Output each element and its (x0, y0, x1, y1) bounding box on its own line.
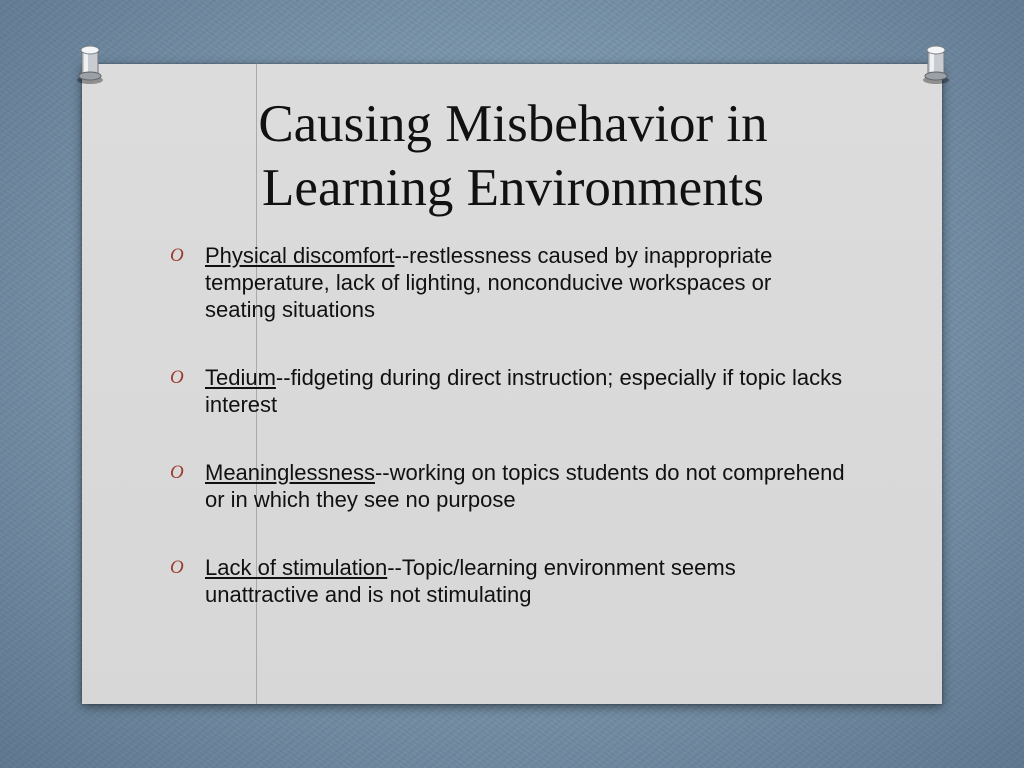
bullet-marker: O (170, 462, 184, 483)
bullet-description: --working on topics students do not comprehend or in which they see no purpose (205, 460, 845, 512)
bullet-text (205, 459, 845, 513)
bullet-marker: O (170, 557, 184, 578)
bullet-description: --restlessness caused by inappropriate temperature, lack of lighting, nonconducive workspaces or seating situations (205, 243, 773, 322)
push-pin-icon (916, 40, 956, 86)
bullet-description: --fidgeting during direct instruction; especially if topic lacks interest (205, 365, 843, 417)
bullet-term: Physical discomfort (205, 243, 395, 268)
slide-title-line: Learning Environments (262, 159, 764, 217)
bullet-term: Lack of stimulation (205, 555, 388, 580)
slide-title (150, 92, 876, 220)
bullet-text (205, 554, 845, 608)
push-pin-icon (70, 40, 110, 86)
slide-title-line: Causing Misbehavior in (258, 95, 768, 153)
bullet-term: Meaninglessness (205, 460, 375, 485)
bullet-text (205, 242, 845, 323)
bullet-description: --Topic/learning environment seems unattractive and is not stimulating (205, 555, 736, 607)
bullet-text (205, 364, 845, 418)
bullet-term: Tedium (205, 365, 276, 390)
bullet-marker: O (170, 245, 184, 266)
bullet-marker: O (170, 367, 184, 388)
